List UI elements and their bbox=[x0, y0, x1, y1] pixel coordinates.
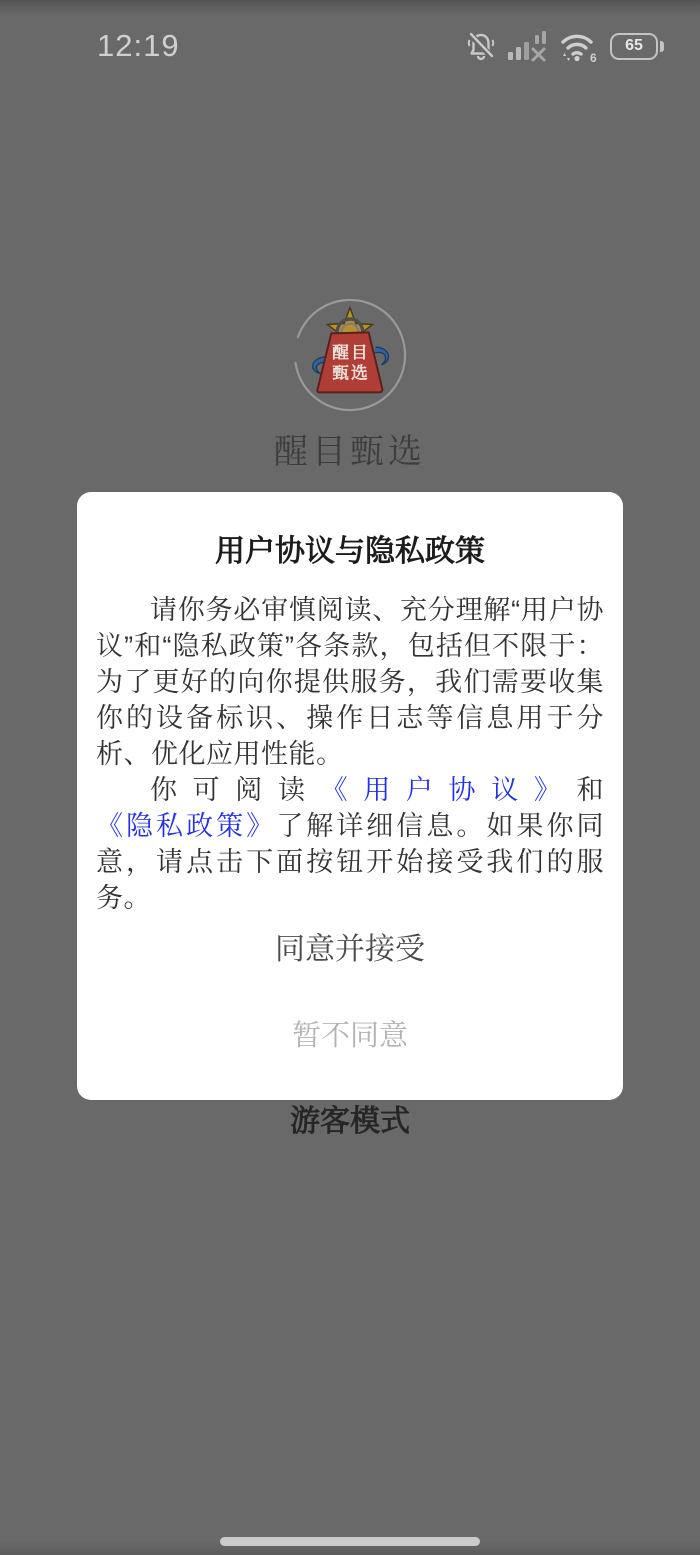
wifi-generation-label: 6 bbox=[590, 51, 597, 65]
wifi-icon bbox=[559, 29, 599, 63]
paragraph2-middle: 和 bbox=[576, 775, 605, 805]
app-logo bbox=[291, 296, 409, 414]
app-name: 醒目甄选 bbox=[274, 433, 426, 471]
disagree-button[interactable]: 暂不同意 bbox=[77, 1014, 623, 1058]
user-agreement-link[interactable]: 《用户协议》 bbox=[320, 775, 577, 805]
home-indicator[interactable] bbox=[220, 1537, 480, 1546]
status-time: 12:19 bbox=[97, 28, 180, 63]
dialog-paragraph-2 bbox=[96, 772, 604, 916]
splash-branding bbox=[0, 296, 700, 473]
privacy-dialog bbox=[77, 492, 623, 1138]
cellular-signal-icon bbox=[508, 30, 548, 62]
paragraph2-suffix: 了解详细信息。如果你同意，请点击下面按钮开始接受我们的服务。 bbox=[96, 811, 604, 913]
guest-mode-button[interactable]: 游客模式 bbox=[77, 1100, 623, 1144]
logo-text-line1: 醒目 bbox=[332, 342, 370, 362]
notifications-muted-icon bbox=[465, 30, 497, 62]
privacy-policy-link[interactable]: 《隐私政策》 bbox=[96, 811, 277, 841]
battery-nub bbox=[660, 41, 664, 52]
paragraph2-prefix: 你可阅读 bbox=[150, 775, 321, 805]
logo-bag bbox=[317, 332, 382, 392]
battery-indicator bbox=[610, 33, 664, 60]
status-bar bbox=[0, 0, 700, 78]
battery-percent: 65 bbox=[625, 37, 643, 54]
agree-and-accept-button[interactable]: 同意并接受 bbox=[77, 928, 623, 972]
dialog-title: 用户协议与隐私政策 bbox=[215, 535, 485, 568]
dialog-paragraph-1: 请你务必审慎阅读、充分理解“用户协议”和“隐私政策”各条款，包括但不限于：为了更好的向你提供服务，我们需要收集你的设备标识、操作日志等信息用于分析、优化应用性能。 bbox=[96, 595, 604, 769]
logo-text-line2: 甄选 bbox=[332, 363, 370, 383]
status-icons bbox=[465, 29, 664, 63]
